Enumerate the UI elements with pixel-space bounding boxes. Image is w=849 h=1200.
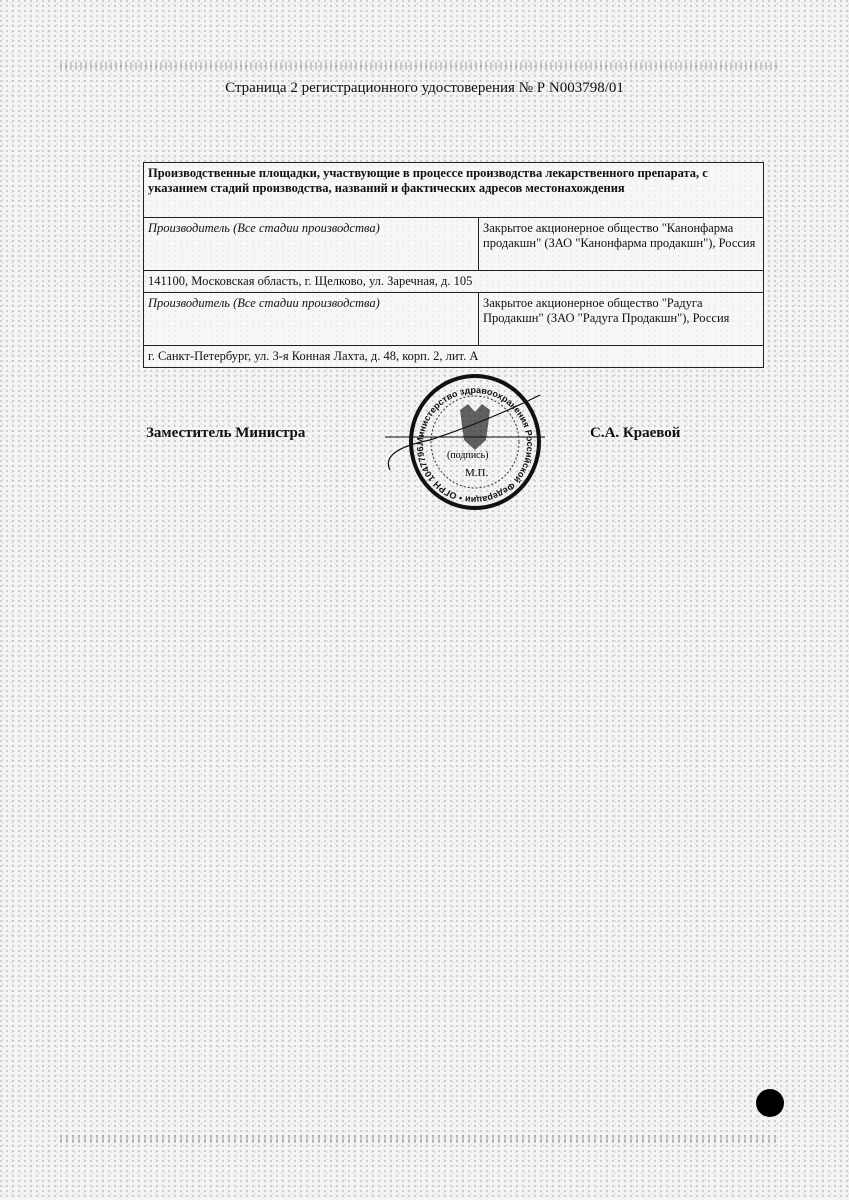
scan-noise-bottom [60, 1135, 780, 1143]
stamp-ring-text: Министерство здравоохранения Российской Федерации • ОГРН 1047796. [414, 384, 536, 506]
production-sites-table [143, 162, 764, 368]
coat-of-arms-icon [460, 404, 490, 450]
scan-noise-top [60, 62, 780, 70]
table-row [144, 271, 764, 293]
producer-role: Производитель (Все стадии производства) [144, 293, 479, 346]
stamp-mp-label: М.П. [465, 467, 489, 479]
official-stamp [385, 360, 565, 530]
producer-role: Производитель (Все стадии производства) [144, 218, 479, 271]
producer-address: г. Санкт-Петербург, ул. 3-я Конная Лахта, д. 48, корп. 2, лит. А [144, 346, 764, 368]
producer-address: 141100, Московская область, г. Щелково, ул. Заречная, д. 105 [144, 271, 764, 293]
table-heading: Производственные площадки, участвующие в процессе производства лекарственного препарата, с указанием стадий производства, названий и фактических адресов местонахождения [144, 163, 764, 218]
signatory-name: С.А. Краевой [590, 425, 681, 441]
table-row [144, 293, 764, 346]
table-row [144, 218, 764, 271]
producer-company: Закрытое акционерное общество "Радуга Продакшн" (ЗАО "Радуга Продакшн"), Россия [479, 293, 764, 346]
page-header: Страница 2 регистрационного удостоверения № Р N003798/01 [225, 80, 624, 96]
producer-company: Закрытое акционерное общество "Канонфарма продакшн" (ЗАО "Канонфарма продакшн"), Россия [479, 218, 764, 271]
signatory-title: Заместитель Министра [146, 425, 306, 441]
stamp-signature-label: (подпись) [447, 450, 489, 461]
svg-text:Министерство здравоохранения Р [385, 360, 535, 505]
scan-punch-mark [756, 1089, 784, 1117]
